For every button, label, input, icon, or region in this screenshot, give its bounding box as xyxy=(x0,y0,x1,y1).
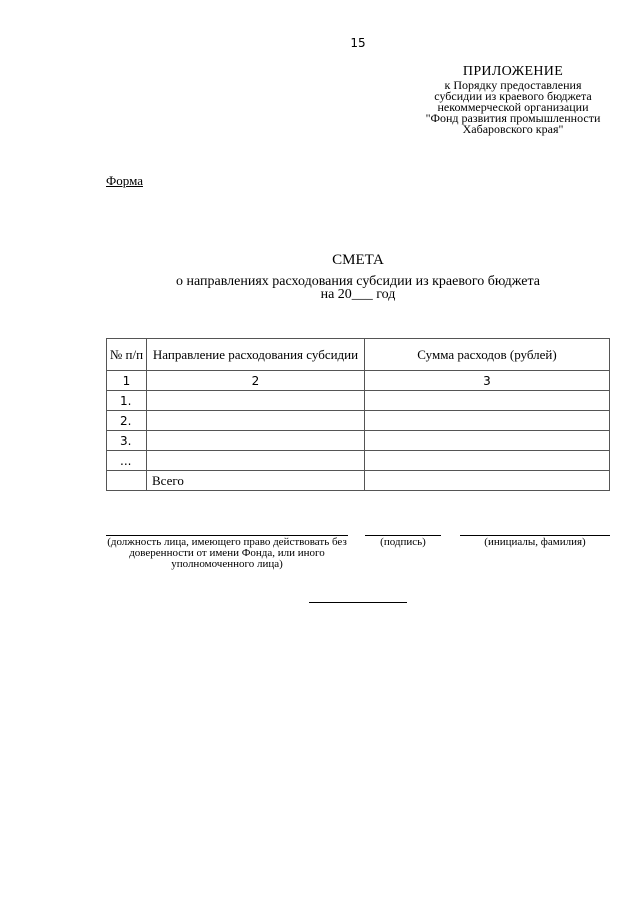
signature-caption: (подпись) xyxy=(380,536,426,548)
total-empty-cell xyxy=(107,471,147,491)
column-number: 3 xyxy=(365,371,610,391)
total-label: Всего xyxy=(147,471,365,491)
total-row xyxy=(107,471,610,491)
subtitle-line: о направлениях расходования субсидии из краевого бюджета xyxy=(176,274,540,289)
amount-cell xyxy=(365,411,610,431)
document-subtitle xyxy=(0,275,640,301)
appendix-line: субсидии из краевого бюджета xyxy=(434,89,592,103)
amount-cell xyxy=(365,451,610,471)
subtitle-line: на 20___ год xyxy=(320,287,396,302)
header-direction: Направление расходования субсидии xyxy=(147,339,365,371)
appendix-line: Хабаровского края" xyxy=(462,122,564,136)
row-number: 3. xyxy=(107,431,147,451)
header-amount: Сумма расходов (рублей) xyxy=(365,339,610,371)
table-row xyxy=(107,411,610,431)
appendix-line: к Порядку предоставления xyxy=(444,78,582,92)
page-number: 15 xyxy=(350,36,366,50)
column-number: 2 xyxy=(147,371,365,391)
amount-cell xyxy=(365,431,610,451)
direction-cell xyxy=(147,411,365,431)
column-number: 1 xyxy=(107,371,147,391)
form-label: Форма xyxy=(106,173,143,188)
column-number-row xyxy=(107,371,610,391)
table-header-row xyxy=(107,339,610,371)
amount-cell xyxy=(365,391,610,411)
row-number: ... xyxy=(107,451,147,471)
name-caption: (инициалы, фамилия) xyxy=(484,536,586,548)
total-amount-cell xyxy=(365,471,610,491)
row-number: 2. xyxy=(107,411,147,431)
end-separator-line xyxy=(309,602,407,603)
estimate-table xyxy=(106,338,610,491)
document-title: СМЕТА xyxy=(332,252,384,268)
table-row xyxy=(107,391,610,411)
table-row xyxy=(107,431,610,451)
appendix-line: некоммерческой организации xyxy=(437,100,589,114)
appendix-line: "Фонд развития промышленности xyxy=(425,111,601,125)
appendix-block xyxy=(400,64,626,135)
row-number: 1. xyxy=(107,391,147,411)
direction-cell xyxy=(147,431,365,451)
table-row xyxy=(107,451,610,471)
appendix-title: ПРИЛОЖЕНИЕ xyxy=(462,64,564,79)
header-number: № п/п xyxy=(107,339,147,371)
direction-cell xyxy=(147,451,365,471)
direction-cell xyxy=(147,391,365,411)
position-caption: (должность лица, имеющего право действовать без доверенности от имени Фонда, или иного уполномоченного лица) xyxy=(107,536,347,570)
